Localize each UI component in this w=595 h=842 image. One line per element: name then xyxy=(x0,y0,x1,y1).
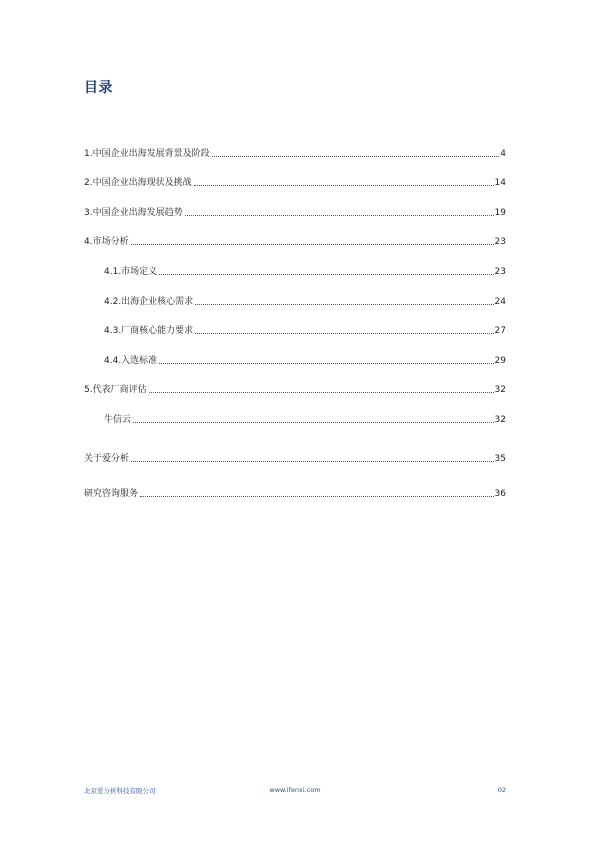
dot-leader xyxy=(194,185,494,186)
toc-entry-label: 2.中国企业出海现状及挑战 xyxy=(84,178,192,188)
toc-entry-page: 27 xyxy=(494,326,506,336)
toc-entry-page: 4 xyxy=(500,149,506,159)
toc-entry-label: 4.4.入选标准 xyxy=(104,356,158,366)
dot-leader xyxy=(131,461,494,462)
dot-leader xyxy=(131,244,494,245)
dot-leader xyxy=(140,496,494,497)
footer-page-number: 02 xyxy=(497,786,506,794)
toc-entry-section-1[interactable] xyxy=(84,146,506,160)
toc-entry-label: 4.1.市场定义 xyxy=(104,267,158,277)
toc-entry-vendor[interactable] xyxy=(104,412,506,426)
toc-entry-page: 24 xyxy=(494,297,506,307)
toc-entry-section-4-2[interactable] xyxy=(104,294,506,308)
toc-entry-page: 29 xyxy=(494,356,506,366)
toc-entry-page: 32 xyxy=(494,415,506,425)
toc-entry-label: 研究咨询服务 xyxy=(84,489,139,499)
toc-entry-page: 35 xyxy=(494,454,506,464)
dot-leader xyxy=(195,304,493,305)
toc-entry-page: 32 xyxy=(494,385,506,395)
dot-leader xyxy=(195,333,493,334)
footer-website-link[interactable]: www.ifenxi.com xyxy=(269,786,321,794)
dot-leader xyxy=(159,274,493,275)
dot-leader xyxy=(159,363,493,364)
toc-entry-label: 3.中国企业出海发展趋势 xyxy=(84,208,183,218)
dot-leader xyxy=(133,422,494,423)
toc-entry-page: 14 xyxy=(494,178,506,188)
toc-entry-label: 牛信云 xyxy=(104,415,132,425)
toc-entry-section-5[interactable] xyxy=(84,382,506,396)
toc-entry-page: 23 xyxy=(494,237,506,247)
dot-leader xyxy=(185,215,494,216)
toc-entry-section-4-3[interactable] xyxy=(104,323,506,337)
toc-entry-section-3[interactable] xyxy=(84,205,506,219)
toc-entry-page: 19 xyxy=(494,208,506,218)
toc-entry-label: 4.2.出海企业核心需求 xyxy=(104,297,194,307)
toc-entry-label: 5.代表厂商评估 xyxy=(84,385,147,395)
toc-title: 目录 xyxy=(84,80,113,96)
toc-entry-section-4-1[interactable] xyxy=(104,264,506,278)
toc-entry-label: 关于爱分析 xyxy=(84,454,130,464)
toc-entry-label: 1.中国企业出海发展背景及阶段 xyxy=(84,149,210,159)
toc-entry-section-4[interactable] xyxy=(84,234,506,248)
toc-entry-section-4-4[interactable] xyxy=(104,353,506,367)
toc-entry-section-2[interactable] xyxy=(84,175,506,189)
page-footer xyxy=(84,786,506,796)
dot-leader xyxy=(212,156,500,157)
toc-entry-page: 23 xyxy=(494,267,506,277)
toc-entry-label: 4.3.厂商核心能力要求 xyxy=(104,326,194,336)
toc-entry-page: 36 xyxy=(494,489,506,499)
footer-company: 北京爱分析科技有限公司 xyxy=(84,787,156,795)
toc-entry-label: 4.市场分析 xyxy=(84,237,129,247)
dot-leader xyxy=(149,392,494,393)
toc-entry-about[interactable] xyxy=(84,451,506,465)
toc-entry-services[interactable] xyxy=(84,486,506,500)
